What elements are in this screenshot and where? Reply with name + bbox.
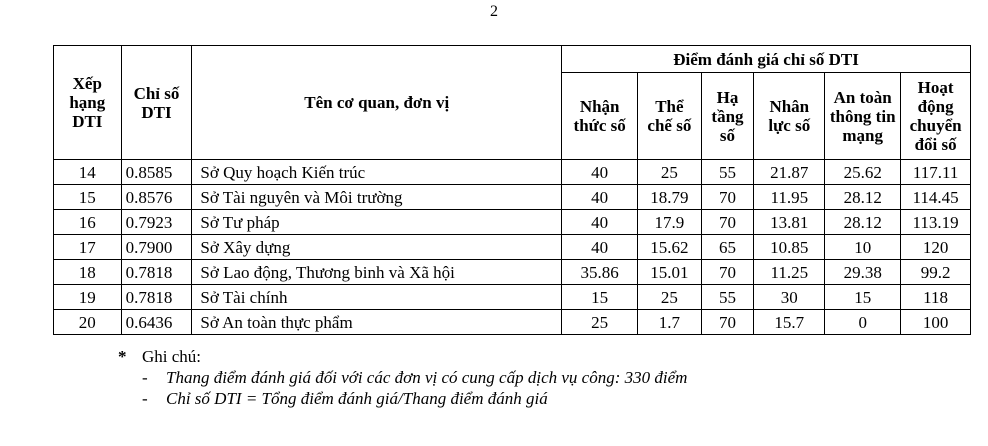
cell-score: 40 [562, 160, 638, 185]
cell-rank: 20 [54, 310, 122, 335]
cell-score: 99.2 [901, 260, 971, 285]
header-digital-infrastructure: Hạ tầng số [701, 73, 754, 160]
cell-score: 70 [701, 210, 754, 235]
dti-ranking-table [53, 45, 971, 335]
cell-score: 55 [701, 160, 754, 185]
cell-score: 25 [562, 310, 638, 335]
cell-score: 11.95 [754, 185, 825, 210]
cell-score: 13.81 [754, 210, 825, 235]
header-dti-index: Chỉ số DTI [121, 46, 192, 160]
cell-score: 21.87 [754, 160, 825, 185]
cell-score: 18.79 [638, 185, 701, 210]
notes-section [118, 346, 687, 409]
cell-score: 40 [562, 235, 638, 260]
table-row [54, 310, 971, 335]
cell-rank: 14 [54, 160, 122, 185]
header-unit-name: Tên cơ quan, đơn vị [192, 46, 562, 160]
cell-score: 15.01 [638, 260, 701, 285]
cell-score: 114.45 [901, 185, 971, 210]
table-row [54, 235, 971, 260]
cell-score: 25 [638, 285, 701, 310]
header-network-security: An toàn thông tin mạng [825, 73, 901, 160]
cell-dti-index: 0.7900 [121, 235, 192, 260]
table-row [54, 210, 971, 235]
note-text: Thang điểm đánh giá đối với các đơn vị có cung cấp dịch vụ công: 330 điểm [166, 368, 688, 387]
header-digital-transformation: Hoạt động chuyển đổi số [901, 73, 971, 160]
cell-rank: 17 [54, 235, 122, 260]
cell-score: 100 [901, 310, 971, 335]
notes-heading [118, 346, 687, 367]
cell-score: 28.12 [825, 210, 901, 235]
cell-score: 0 [825, 310, 901, 335]
cell-score: 70 [701, 310, 754, 335]
cell-score: 15.7 [754, 310, 825, 335]
header-score-group: Điểm đánh giá chỉ số DTI [562, 46, 971, 73]
cell-rank: 15 [54, 185, 122, 210]
table-row [54, 260, 971, 285]
cell-score: 15.62 [638, 235, 701, 260]
cell-unit-name: Sở Xây dựng [192, 235, 562, 260]
dash-marker: - [142, 368, 148, 387]
cell-unit-name: Sở Tài chính [192, 285, 562, 310]
note-item [118, 388, 687, 409]
cell-dti-index: 0.7818 [121, 285, 192, 310]
cell-score: 10 [825, 235, 901, 260]
cell-score: 70 [701, 260, 754, 285]
note-item [118, 367, 687, 388]
cell-score: 10.85 [754, 235, 825, 260]
cell-score: 65 [701, 235, 754, 260]
cell-score: 118 [901, 285, 971, 310]
cell-score: 15 [562, 285, 638, 310]
header-digital-awareness: Nhận thức số [562, 73, 638, 160]
cell-dti-index: 0.6436 [121, 310, 192, 335]
cell-dti-index: 0.7923 [121, 210, 192, 235]
note-text: Chỉ số DTI = Tổng điểm đánh giá/Thang điểm đánh giá [166, 389, 548, 408]
cell-score: 113.19 [901, 210, 971, 235]
cell-score: 40 [562, 185, 638, 210]
cell-rank: 18 [54, 260, 122, 285]
cell-score: 70 [701, 185, 754, 210]
cell-dti-index: 0.8576 [121, 185, 192, 210]
cell-score: 25.62 [825, 160, 901, 185]
table-row [54, 185, 971, 210]
cell-score: 1.7 [638, 310, 701, 335]
table-row [54, 160, 971, 185]
cell-unit-name: Sở Lao động, Thương binh và Xã hội [192, 260, 562, 285]
header-digital-workforce: Nhân lực số [754, 73, 825, 160]
header-digital-institutions: Thể chế số [638, 73, 701, 160]
cell-score: 120 [901, 235, 971, 260]
cell-unit-name: Sở Tài nguyên và Môi trường [192, 185, 562, 210]
cell-score: 28.12 [825, 185, 901, 210]
header-rank: Xếp hạng DTI [54, 46, 122, 160]
cell-unit-name: Sở Quy hoạch Kiến trúc [192, 160, 562, 185]
cell-score: 40 [562, 210, 638, 235]
asterisk-marker: * [118, 347, 127, 366]
cell-dti-index: 0.7818 [121, 260, 192, 285]
cell-score: 25 [638, 160, 701, 185]
cell-score: 15 [825, 285, 901, 310]
dash-marker: - [142, 389, 148, 408]
notes-title: Ghi chú: [142, 347, 202, 366]
cell-score: 35.86 [562, 260, 638, 285]
table-row [54, 285, 971, 310]
cell-dti-index: 0.8585 [121, 160, 192, 185]
cell-score: 30 [754, 285, 825, 310]
cell-unit-name: Sở Tư pháp [192, 210, 562, 235]
page-number: 2 [490, 3, 498, 20]
cell-score: 117.11 [901, 160, 971, 185]
cell-rank: 19 [54, 285, 122, 310]
cell-score: 29.38 [825, 260, 901, 285]
cell-score: 55 [701, 285, 754, 310]
cell-unit-name: Sở An toàn thực phẩm [192, 310, 562, 335]
cell-score: 17.9 [638, 210, 701, 235]
cell-rank: 16 [54, 210, 122, 235]
cell-score: 11.25 [754, 260, 825, 285]
